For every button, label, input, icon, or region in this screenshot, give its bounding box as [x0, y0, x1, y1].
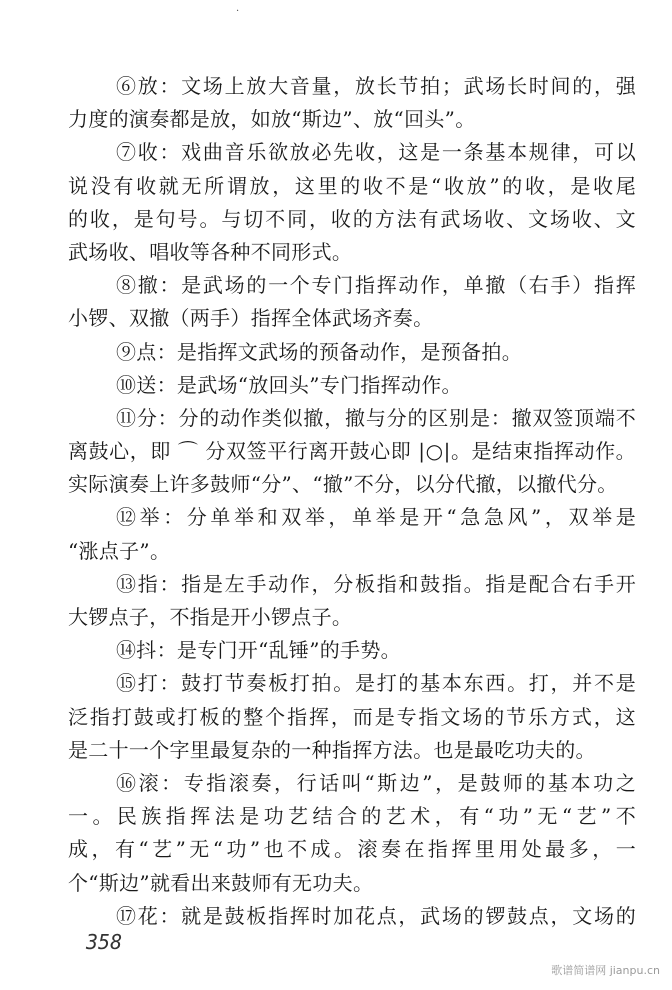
text-line: 力度的演奏都是放，如放“斯边”、放“回头”。 — [68, 107, 476, 132]
watermark: 歌谱简谱网 jianpu.cn — [551, 964, 660, 977]
text-line: ⑰花：就是鼓板指挥时加花点，武场的锣鼓点，文场的 — [116, 903, 636, 928]
text-line: “涨点子”。 — [68, 538, 171, 563]
text-line: ⑧撤：是武场的一个专门指挥动作，单撤（右手）指挥 — [116, 273, 636, 298]
text-body — [68, 70, 636, 933]
text-line: 成，有“艺”无“功”也不成。滚奏在指挥里用处最多，一 — [68, 837, 636, 862]
text-line: 离鼓心，即 ⌒ 分双签平行离开鼓心即 |○|。是结束指挥动作。 — [68, 439, 636, 464]
text-line: 一。民族指挥法是功艺结合的艺术，有“功”无“艺”不 — [68, 804, 636, 829]
text-line: 小锣、双撤（两手）指挥全体武场齐奏。 — [68, 306, 434, 331]
text-line: ⑭抖：是专门开“乱锤”的手势。 — [116, 638, 401, 663]
text-line: ⑨点：是指挥文武场的预备动作，是预备拍。 — [116, 339, 522, 364]
text-line: 大锣点子，不指是开小锣点子。 — [68, 605, 353, 629]
text-line: ⑪分：分的动作类似撤，撤与分的区别是：撤双签顶端不 — [116, 405, 636, 430]
text-line: ⑫举：分单举和双举，单举是开“急急风”，双举是 — [116, 505, 636, 530]
text-line: 泛指打鼓或打板的整个指挥，而是专指文场的节乐方式，这 — [68, 704, 636, 729]
text-line: 实际演奏上许多鼓师“分”、“撤”不分，以分代撤，以撤代分。 — [68, 472, 618, 497]
text-line: 说没有收就无所谓放，这里的收不是“收放”的收，是收尾 — [68, 173, 636, 198]
text-line: ⑮打：鼓打节奏板打拍。是打的基本东西。打，并不是 — [116, 671, 636, 696]
text-line: ⑩送：是武场“放回头”专门指挥动作。 — [116, 372, 462, 397]
text-line: ⑦收：戏曲音乐欲放必先收，这是一条基本规律，可以 — [116, 140, 636, 165]
text-line: 武场收、唱收等各种不同形式。 — [68, 239, 353, 264]
text-line: 的收，是句号。与切不同，收的方法有武场收、文场收、文 — [68, 206, 636, 231]
text-line: ⑯滚：专指滚奏，行话叫“斯边”，是鼓师的基本功之 — [116, 770, 636, 795]
top-mark: · — [236, 6, 240, 17]
page-number: 358 — [86, 930, 123, 954]
text-line: ⑬指：指是左手动作，分板指和鼓指。指是配合右手开 — [116, 571, 636, 596]
text-line: 个“斯边”就看出来鼓师有无功夫。 — [68, 870, 374, 895]
text-line: ⑥放：文场上放大音量，放长节拍；武场长时间的，强 — [116, 74, 636, 98]
text-line: 是二十一个字里最复杂的一种指挥方法。也是最吃功夫的。 — [68, 737, 596, 762]
